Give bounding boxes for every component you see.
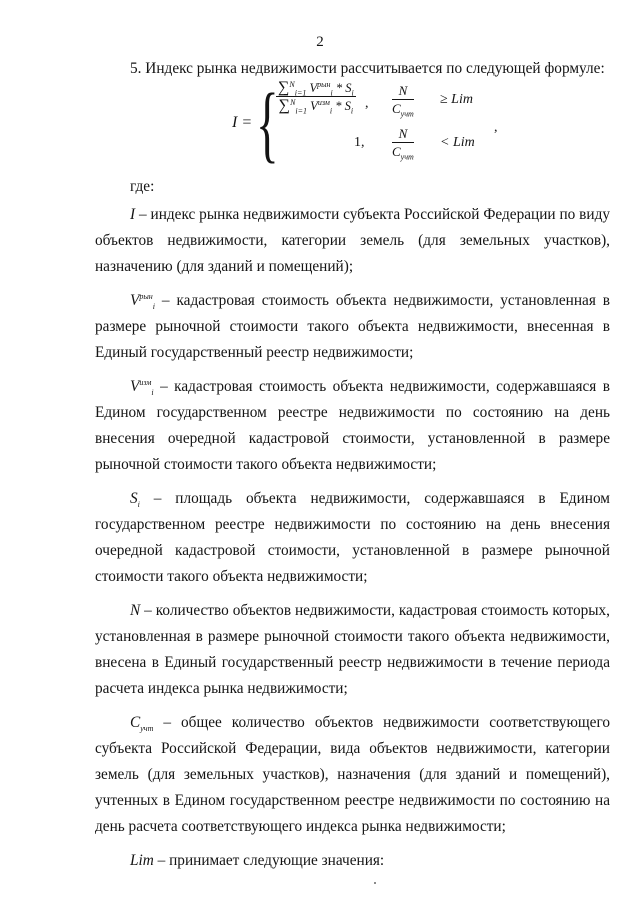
where-label: где:: [130, 178, 155, 195]
scan-speck: [374, 882, 376, 884]
formula-comma: ,: [365, 96, 369, 111]
formula-condition-fraction-2: N $C_{учт}$: [392, 126, 414, 162]
definition-C: $C_{учт}$ – общее количество объектов недвижимости соответствующего субъекта Российской Федерации, вида объектов недвижимости, категории земель (для земельных участков), назначения (для зданий и помещений), учтенных в Едином государственном реестре недвижимости по состоянию на день расчета соответствующего индекса рынка недвижимости;: [95, 714, 610, 835]
page-number: 2: [316, 34, 324, 50]
formula-lhs: I =: [232, 114, 253, 131]
definition-S: $S_i$ – площадь объекта недвижимости, содержавшаяся в Едином государственном реестре недвижимости по состоянию на день внесения очередной кадастровой стоимости, установленной в размере рыночной стоимости такого объекта недвижимости;: [95, 490, 610, 585]
formula-condition-fraction-1: N $C_{учт}$: [392, 83, 414, 119]
definition-V-change: $V^{изм}_i$ – кадастровая стоимость объекта недвижимости, содержавшаяся в Едином государственном реестре недвижимости по состоянию на день внесения очередной кадастровой стоимости, установленной в размере рыночной стоимости такого объекта недвижимости;: [95, 377, 610, 473]
definitions: [95, 202, 610, 874]
definition-N: N – количество объектов недвижимости, кадастровая стоимость которых, установленная в размере рыночной стоимости такого объекта недвижимости, внесена в Единый государственный реестр недвижимости в течение периода расчета индекса рынка недвижимости;: [95, 602, 610, 697]
formula-brace: {: [256, 75, 279, 171]
formula-sum-denominator: ∑$^N_{i=1}$ $V^{изм}_i * S_i$: [278, 97, 354, 116]
definition-V-market: $V^{рын}_i$ – кадастровая стоимость объекта недвижимости, установленная в размере рыночной стоимости такого объекта недвижимости, внесенная в Единый государственный реестр недвижимости;: [95, 291, 610, 361]
formula-sum-numerator: ∑$^N_{i=1}$ $V^{рын}_i * S_i$: [278, 79, 354, 98]
formula-sum-fraction: [276, 80, 356, 114]
formula-one: 1,: [354, 135, 365, 150]
definition-Lim: Lim – принимает следующие значения:: [130, 852, 385, 869]
market-index-formula: [232, 75, 532, 171]
formula-condition-ge: ≥ Lim: [440, 92, 473, 107]
formula-condition-lt: < Lim: [440, 135, 475, 150]
definition-I: I – индекс рынка недвижимости субъекта Российской Федерации по виду объектов недвижимости, категории земель (для земельных участков), назначению (для зданий и помещений);: [95, 206, 610, 275]
intro-paragraph: 5. Индекс рынка недвижимости рассчитывается по следующей формуле:: [130, 60, 605, 77]
formula-comma-2: ,: [494, 120, 498, 135]
